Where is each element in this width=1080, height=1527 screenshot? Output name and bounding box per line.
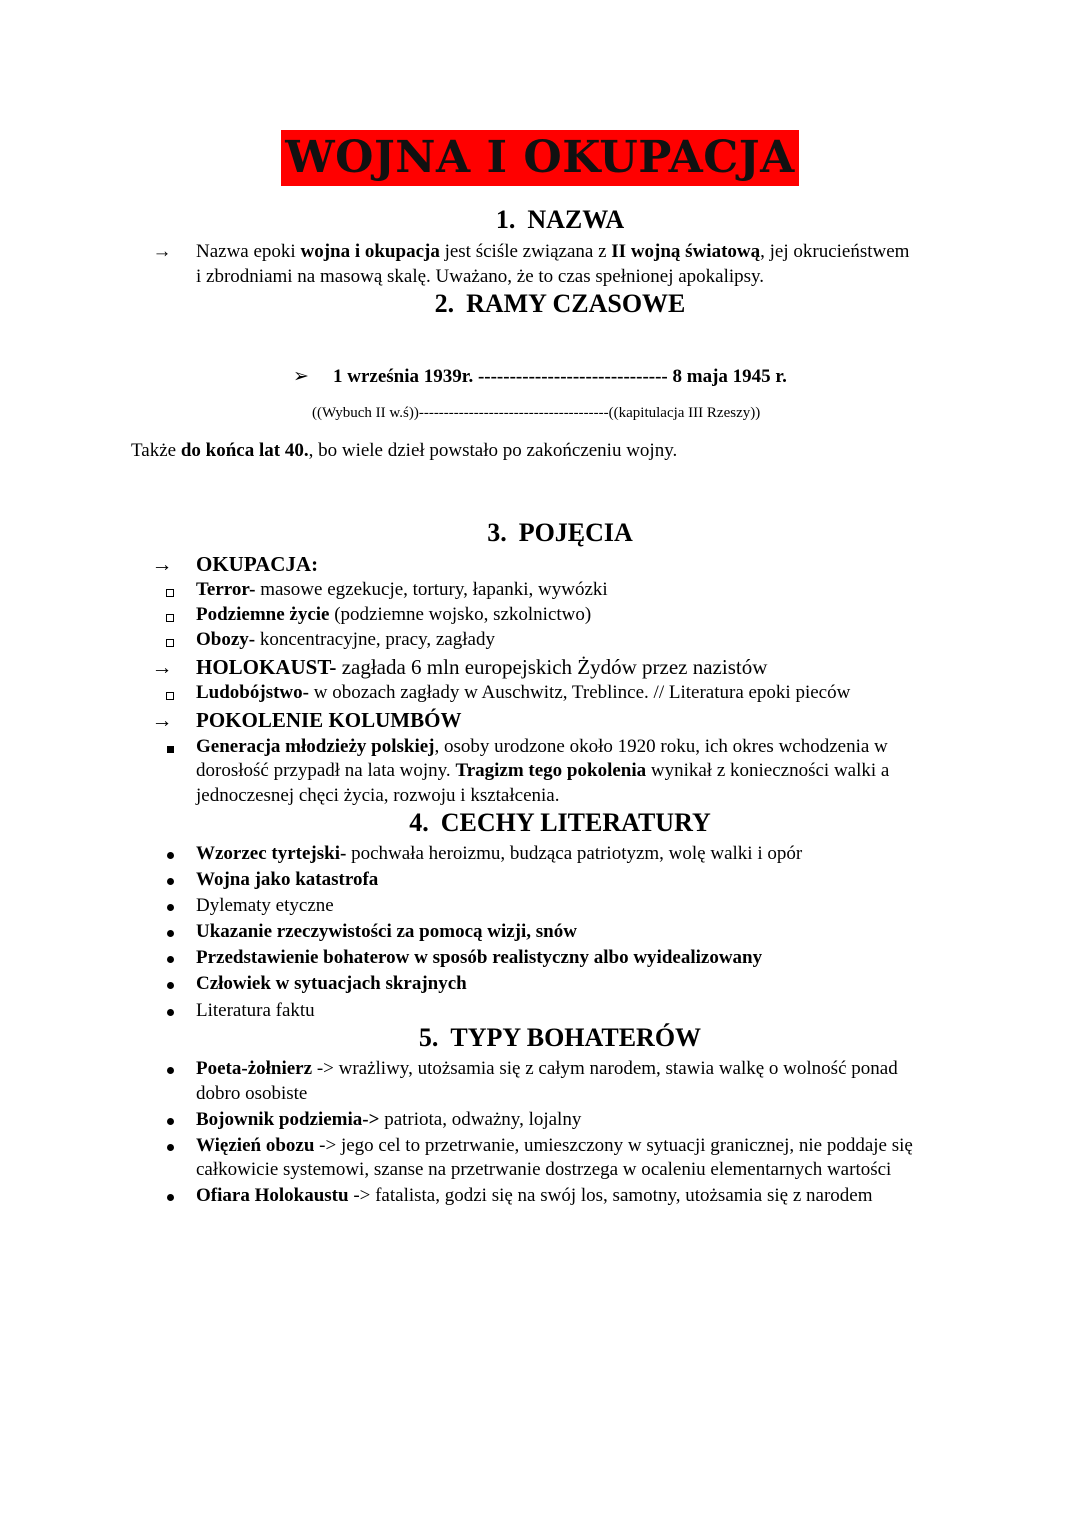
bullet-dot-icon xyxy=(167,1144,174,1151)
document-page: WOJNA I OKUPACJA 1. NAZWA → Nazwa epoki wojna i okupacja jest ściśle związana z II wojną światową, jej okrucieństwem i zbrodniami na masową skalę. Uważano, że to czas spełnionej apokalipsy. 2. RAMY CZASOWE ➢ 1 września 1939r. ------------------------------ 8 maja 1945 r. ((Wybuch II w.ś))--------------------------------------((kapitulacja III Rzeszy)) Także do końca lat 40., bo wiele dzieł powstało po zakończeniu wojny. 3. POJĘCIA → OKUPACJA: Terror- masowe egzekucje, tortury, łapanki, wywózki Podziemne życie (podziemne wojsko, szkolnictwo) Obozy- koncentracyjne, pracy, zagłady → HOLOKAUST- zagłada 6 mln europejskich Żydów przez nazistów Ludobójstwo- w obozach zagłady w Auschwitz, Treblince. // Literatura epoki pieców → POKOLENIE KOLUMBÓW Generacja młodzieży polskiej, osoby urodzone około 1920 roku, ich okres wchodzenia w dorosłość przypadł na lata wojny. Tragizm tego pokolenia wynikał z konieczności walki a jednoczesnej chęci życia, rozwoju i kształcenia. 4. CECHY LITERATURY Wzorzec tyrtejski- pochwała heroizmu, budząca patriotyzm, wolę walki i opór Wojna jako katastrofa Dylematy etyczne Ukazanie rzeczywistości za pomocą wizji, snów Przedstawienie bohaterow w sposób realistyczny albo wyidealizowany Człowiek w sytuacjach skrajnych Literatura faktu 5. TYPY BOHATERÓW Poeta-żołnierz -> wrażliwy, utożsamia się z całym narodem, stawia walkę o wolność ponad dobro osobiste Bojownik podziemia-> patriota, odważny, lojalny Więzień obozu -> jego cel to przetrwanie, umieszczony w sytuacji granicznej, nie poddaje się całkowicie systemowi, szanse na przetrwanie dostrzega w ocaleniu elementarnych wartości Ofiara Holokaustu -> fatalista, godzi się na swój los, samotny, utożsamia się z narodem xyxy=(0,0,1080,1527)
arrow-icon: → xyxy=(151,655,173,679)
arrow-icon: → xyxy=(151,552,173,576)
square-bullet-icon xyxy=(166,692,174,700)
bullet-dot-icon xyxy=(167,930,174,937)
bullet-dot-icon xyxy=(167,878,174,885)
bullet-dot-icon xyxy=(167,1194,174,1201)
bullet-dot-icon xyxy=(167,1118,174,1125)
square-bullet-icon xyxy=(166,589,174,597)
square-bullet-icon xyxy=(166,639,174,647)
section-heading-pojecia: 3. POJĘCIA xyxy=(487,518,633,547)
arrowhead-bullet-icon: ➢ xyxy=(293,366,309,387)
bullet-dot-icon xyxy=(167,956,174,963)
bullet-dot-icon xyxy=(167,852,174,859)
bullet-dot-icon xyxy=(167,1009,174,1016)
section-heading-nazwa: 1. NAZWA xyxy=(495,205,625,234)
bullet-dot-icon xyxy=(167,982,174,989)
section-heading-cechy: 4. CECHY LITERATURY xyxy=(409,808,711,837)
bullet-dot-icon xyxy=(167,1067,174,1074)
page-title: WOJNA I OKUPACJA xyxy=(281,130,799,186)
section-heading-ramy-czasowe: 2. RAMY CZASOWE xyxy=(434,289,686,318)
bullet-dot-icon xyxy=(167,904,174,911)
arrow-icon: → xyxy=(151,708,173,732)
arrow-icon: → xyxy=(152,241,172,262)
section-heading-typy-bohaterow: 5. TYPY BOHATERÓW xyxy=(418,1023,702,1052)
filled-square-bullet-icon xyxy=(167,746,174,753)
square-bullet-icon xyxy=(166,614,174,622)
